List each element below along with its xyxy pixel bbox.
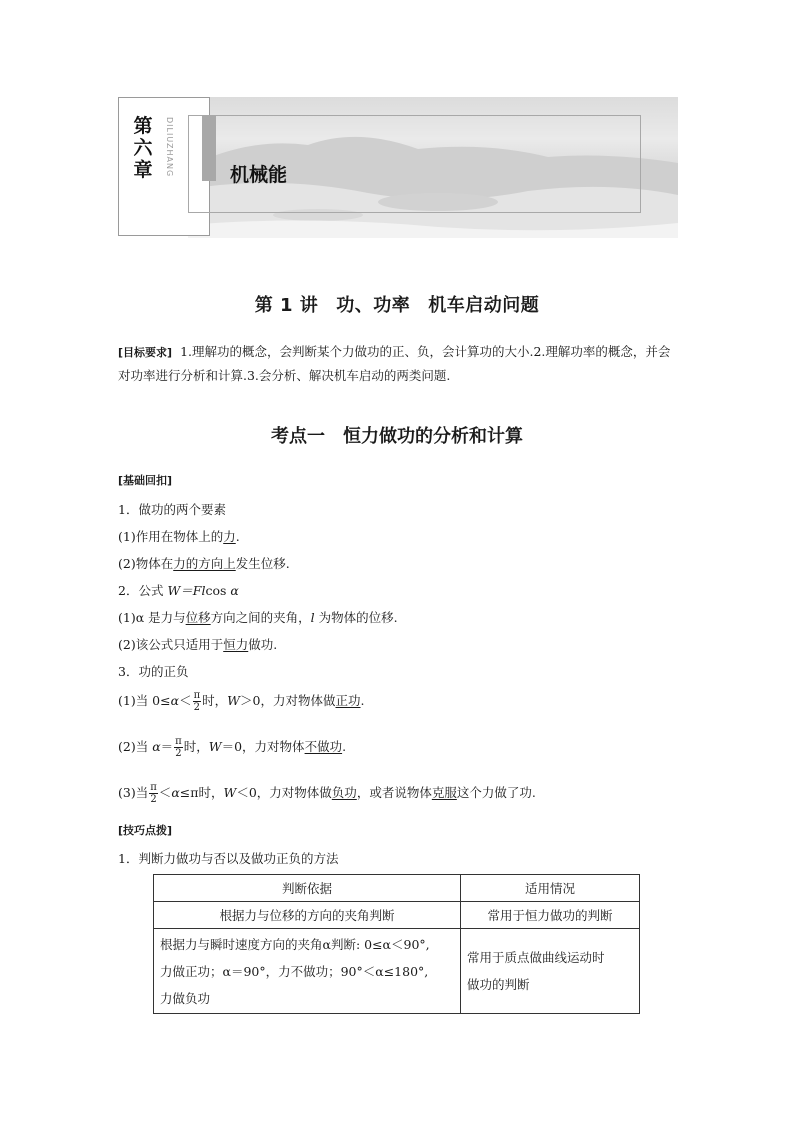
text: (1)当 0≤ [118, 693, 171, 708]
chapter-label-char: 章 [133, 159, 153, 181]
text: 2．公式 [118, 583, 168, 598]
alpha-symbol: α [152, 739, 161, 754]
variable-w: W [208, 739, 222, 754]
objective-label: [目标要求] [118, 346, 173, 359]
text: ＜ [158, 785, 172, 800]
table-header-cell: 适用情况 [461, 875, 640, 902]
lecture-title [0, 291, 794, 317]
basics-heading-2 [118, 581, 239, 599]
table-cell-line: 常用于质点做曲线运动时 [467, 950, 605, 965]
text: . [360, 693, 365, 708]
objective-paragraph [118, 340, 678, 387]
section-number: 考点一 [271, 426, 325, 447]
variable-w: W [227, 693, 241, 708]
text: . [235, 529, 240, 544]
chapter-banner [118, 97, 678, 238]
text: 方向之间的夹角， [210, 610, 311, 625]
table-header-cell: 判断依据 [154, 875, 461, 902]
tips-label: [技巧点拨] [118, 824, 173, 837]
variable-w: W [223, 785, 237, 800]
text: . [342, 739, 347, 754]
basics-item-2a [118, 608, 398, 626]
basics-item-3a [118, 690, 365, 713]
table-cell-line: 根据力与瞬时速度方向的夹角α判断: 0≤α＜90°, [160, 936, 430, 952]
blank-answer: 恒力 [223, 637, 249, 652]
blank-answer: 力 [223, 529, 236, 544]
table-cell: 常用于恒力做功的判断 [461, 902, 640, 929]
text: 时， [183, 739, 209, 754]
fraction-denominator: 2 [175, 748, 182, 759]
alpha-symbol: α [230, 583, 239, 598]
text: (2)当 [118, 739, 153, 754]
chapter-title: 机械能 [230, 164, 288, 186]
blank-answer: 不做功 [304, 739, 343, 754]
table-row [154, 902, 640, 929]
chapter-pinyin: DILIUZHANG [165, 117, 174, 178]
fraction-pi-over-2 [174, 736, 183, 759]
text: 是力与 [144, 610, 186, 625]
blank-answer: 负功 [331, 785, 357, 800]
blank-answer: 正功 [335, 693, 361, 708]
text: (2)该公式只适用于 [118, 637, 224, 652]
fraction-pi-over-2 [149, 782, 158, 805]
text: ＜0，力对物体做 [236, 785, 332, 800]
basics-label: [基础回扣] [118, 474, 173, 487]
judgement-method-table [153, 874, 640, 1014]
blank-answer: 克服 [431, 785, 457, 800]
chapter-accent-bar [202, 115, 216, 181]
text: ＜ [179, 693, 192, 708]
basics-heading-3: 3．功的正负 [118, 664, 189, 679]
fraction-numerator: π [150, 782, 157, 793]
fraction-numerator: π [175, 736, 182, 747]
table-cell: 根据力与位移的方向的夹角判断 [154, 902, 461, 929]
tips-heading-1: 1．判断力做功与否以及做功正负的方法 [118, 851, 339, 866]
alpha-symbol: α [171, 785, 180, 800]
table-header-row [154, 875, 640, 902]
table-cell-line: 力做负功 [160, 990, 211, 1006]
formula: W＝Fl [167, 583, 206, 598]
lecture-number: 第 1 讲 [254, 295, 319, 316]
fraction-pi-over-2 [193, 690, 202, 713]
lecture-title-part-a: 功、功率 [336, 295, 411, 316]
text: ，或者说物体 [356, 785, 432, 800]
table-row [154, 929, 640, 1014]
alpha-symbol: α [170, 693, 180, 708]
chapter-label-char: 六 [133, 137, 153, 159]
section-title: 恒力做功的分析和计算 [343, 426, 523, 447]
blank-answer: 位移 [185, 610, 211, 625]
fraction-numerator: π [193, 690, 201, 701]
text: 这个力做了功. [456, 785, 536, 800]
blank-answer: 力的方向上 [173, 556, 236, 571]
text: ＝ [160, 739, 174, 754]
text: 做功. [248, 637, 278, 652]
text: 为物体的位移. [314, 610, 398, 625]
text: 发生位移. [235, 556, 290, 571]
basics-item-3c [118, 782, 536, 805]
fraction-denominator: 2 [193, 702, 201, 713]
basics-item-1b [118, 554, 290, 572]
fraction-denominator: 2 [150, 794, 157, 805]
basics-heading-1: 1．做功的两个要素 [118, 502, 226, 517]
objective-text: 1.理解功的概念，会判断某个力做功的正、负，会计算功的大小.2.理解功率的概念，并会对功率进行分析和计算.3.会分析、解决机车启动的两类问题. [118, 344, 671, 383]
text: ＝0，力对物体 [221, 739, 305, 754]
text: cos [205, 583, 231, 598]
basics-item-2b [118, 635, 277, 653]
section-heading [0, 422, 794, 448]
lecture-title-part-b: 机车启动问题 [428, 295, 540, 316]
table-cell [461, 929, 640, 1014]
text: (2)物体在 [118, 556, 174, 571]
basics-item-1a [118, 527, 240, 545]
table-cell [154, 929, 461, 1014]
chapter-label-char: 第 [133, 115, 153, 137]
text: 时， [202, 693, 228, 708]
text: (3)当 [118, 785, 149, 800]
table-cell-line: 力做正功；α＝90°，力不做功；90°＜α≤180°, [160, 963, 429, 979]
variable-l: l [310, 610, 315, 625]
basics-item-3b [118, 736, 346, 759]
text: ≤π时， [179, 785, 224, 800]
text: ＞0，力对物体做 [240, 693, 336, 708]
text: (1)α [118, 610, 145, 625]
table-cell-line: 做功的判断 [467, 977, 530, 992]
text: (1)作用在物体上的 [118, 529, 224, 544]
